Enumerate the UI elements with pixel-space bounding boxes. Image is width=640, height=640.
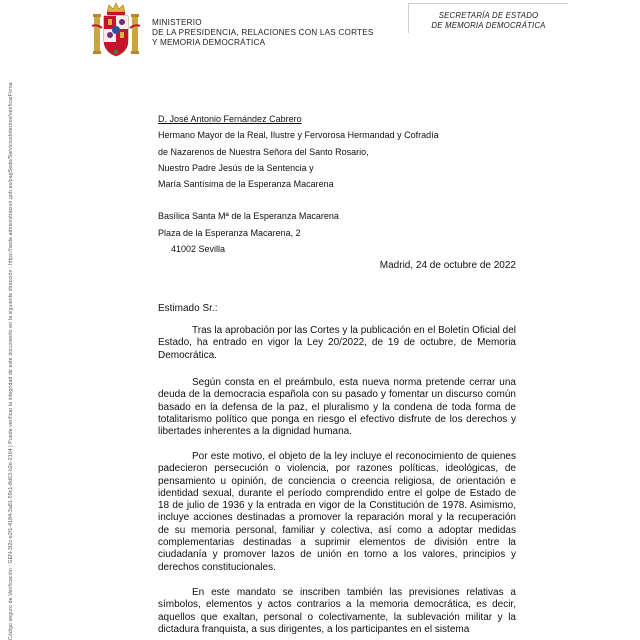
verification-side-note xyxy=(8,8,20,640)
ministry-line: DE LA PRESIDENCIA, RELACIONES CON LAS CORTES xyxy=(152,28,374,37)
body-paragraph: Por este motivo, el objeto de la ley incluye el reconocimiento de quienes padecieron persecución o violencia, por razones políticas, ideológicas, de pensamiento u opinión, de conciencia o creencia religiosa, de orientación e identidad sexual, durante el período comprendido entre el golpe de Estado de 18 de julio de 1936 y la entrada en vigor de la Constitución de 1978. Asimismo, incluye acciones destinadas a promover la reparación moral y la recuperación de su memoria personal, familiar y colectiva, así como a adoptar medidas complementarias destinadas a suprimir elementos de división entre la ciudadanía y promover lazos de unión en torno a los valores, principios y derechos constitucionales. xyxy=(158,451,516,573)
ministry-line: MINISTERIO xyxy=(152,18,202,27)
recipient-line: María Santísima de la Esperanza Macarena xyxy=(158,179,334,189)
recipient-name: D. José Antonio Fernández Cabrero xyxy=(158,114,302,124)
recipient-line: Hermano Mayor de la Real, Ilustre y Fervorosa Hermandad y Cofradía xyxy=(158,130,439,140)
body-paragraph: Tras la aprobación por las Cortes y la publicación en el Boletín Oficial del Estado, ha entrado en vigor la Ley 20/2022, de 19 de octubre, de Memoria Democrática. xyxy=(158,325,516,361)
body-paragraph: Según consta en el preámbulo, esta nueva norma pretende cerrar una deuda de la democracia española con su pasado y fomentar un discurso común basado en la defensa de la paz, el pluralismo y la condena de toda forma de totalitarismo político que ponga en riesgo el efectivo disfrute de los derechos y libertades inherentes a la dignidad humana. xyxy=(158,377,516,438)
secretaria-box xyxy=(408,3,568,33)
body-paragraph: En este mandato se inscriben también las previsiones relativas a símbolos, elementos y actos contrarios a la memoria democrática, es decir, aquellos que exaltan, personal o colectivamente, la sublevación militar y la dictadura franquista, a sus dirigentes, a los participantes en el sistema xyxy=(158,587,516,635)
letter-date: Madrid, 24 de octubre de 2022 xyxy=(379,260,516,271)
recipient-line: Nuestro Padre Jesús de la Sentencia y xyxy=(158,163,314,173)
recipient-line: de Nazarenos de Nuestra Señora del Santo Rosario, xyxy=(158,147,369,157)
ministry-header xyxy=(152,18,374,48)
address-line: Plaza de la Esperanza Macarena, 2 xyxy=(158,228,301,238)
coat-of-arms-icon xyxy=(92,2,140,60)
greeting: Estimado Sr.: xyxy=(158,303,218,314)
address-line: Basílica Santa Mª de la Esperanza Macarena xyxy=(158,211,339,221)
secretaria-line: SECRETARÍA DE ESTADO xyxy=(438,11,539,20)
address-postal: 41002 Sevilla xyxy=(171,244,226,254)
ministry-line: Y MEMORIA DEMOCRÁTICA xyxy=(152,38,266,47)
secretaria-line: DE MEMORIA DEMOCRÁTICA xyxy=(431,21,546,30)
verification-text: Código seguro de Verificación : GEN-3f2c-e2f1-4184-3a81-59c1-8d63-b2e-2164 | Puede verificar la integridad de este documento en la siguiente dirección : https://sede.administracion.gob.es/pagSede/ServiciosInternos/verificarFirma xyxy=(8,82,14,640)
